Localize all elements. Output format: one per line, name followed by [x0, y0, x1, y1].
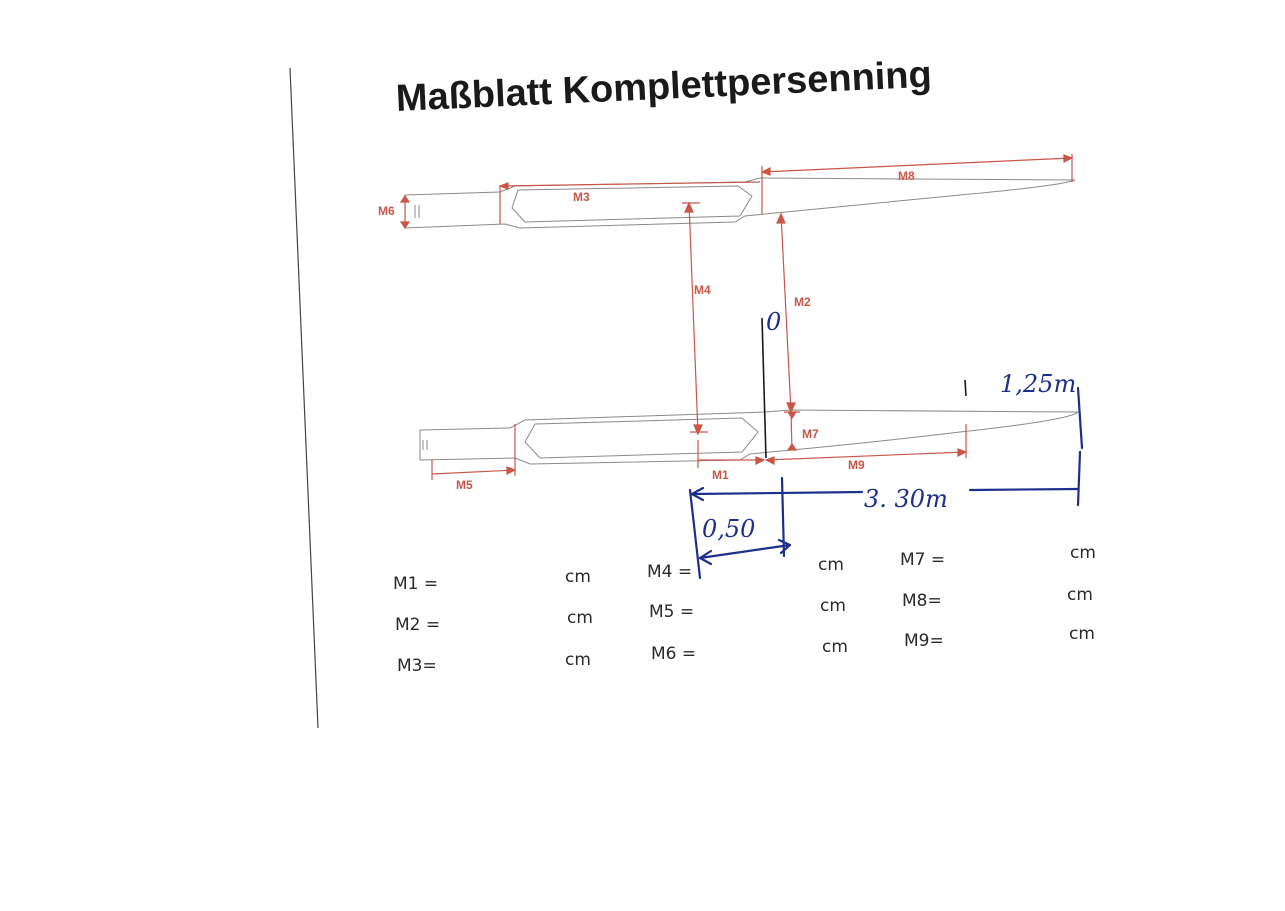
label-m4: M4 — [694, 283, 711, 297]
field-m2-unit: cm — [567, 608, 593, 628]
field-m9-unit: cm — [1069, 624, 1095, 644]
field-m7-label: M7 = — [900, 550, 946, 570]
dimension-m7 — [788, 412, 796, 450]
field-m1-unit: cm — [565, 567, 591, 587]
dimension-m8 — [762, 154, 1072, 214]
field-m8-label: M8= — [902, 591, 942, 611]
dimension-m6 — [401, 196, 409, 228]
pencil-reference-line — [762, 318, 966, 458]
field-m3-label: M3= — [397, 656, 437, 676]
field-m5-unit: cm — [820, 596, 846, 616]
label-m1: M1 — [712, 468, 729, 482]
field-m2-label: M2 = — [395, 615, 441, 635]
field-m7-unit: cm — [1070, 543, 1096, 563]
label-m3: M3 — [573, 190, 590, 204]
dimension-m4 — [682, 203, 708, 434]
page-title: Maßblatt Komplettpersenning — [395, 53, 933, 120]
dimension-m9 — [766, 424, 966, 464]
label-m5: M5 — [456, 478, 473, 492]
handwritten-dimension-lines — [690, 388, 1082, 578]
field-m4-label: M4 = — [647, 562, 693, 582]
lower-hull-outline — [420, 410, 1078, 464]
field-m8-unit: cm — [1067, 585, 1093, 605]
field-m6-unit: cm — [822, 637, 848, 657]
label-m2: M2 — [794, 295, 811, 309]
field-m9-label: M9= — [904, 631, 944, 651]
field-m3-unit: cm — [565, 650, 591, 670]
handwritten-offset-value: 0,50 — [702, 515, 756, 543]
dimension-m5 — [432, 424, 515, 480]
handwritten-zero-mark: 0 — [766, 308, 782, 336]
field-m4-unit: cm — [818, 555, 844, 575]
label-m8: M8 — [898, 169, 915, 183]
handwritten-width-value: 1,25m — [1000, 370, 1077, 398]
field-m5-label: M5 = — [649, 602, 695, 622]
scan-edge-line — [290, 68, 318, 728]
handwritten-total-length: 3. 30m — [864, 485, 948, 513]
field-m1-label: M1 = — [393, 574, 439, 594]
label-m9: M9 — [848, 458, 865, 472]
field-m6-label: M6 = — [651, 644, 697, 664]
label-m6: M6 — [378, 204, 395, 218]
label-m7: M7 — [802, 427, 819, 441]
